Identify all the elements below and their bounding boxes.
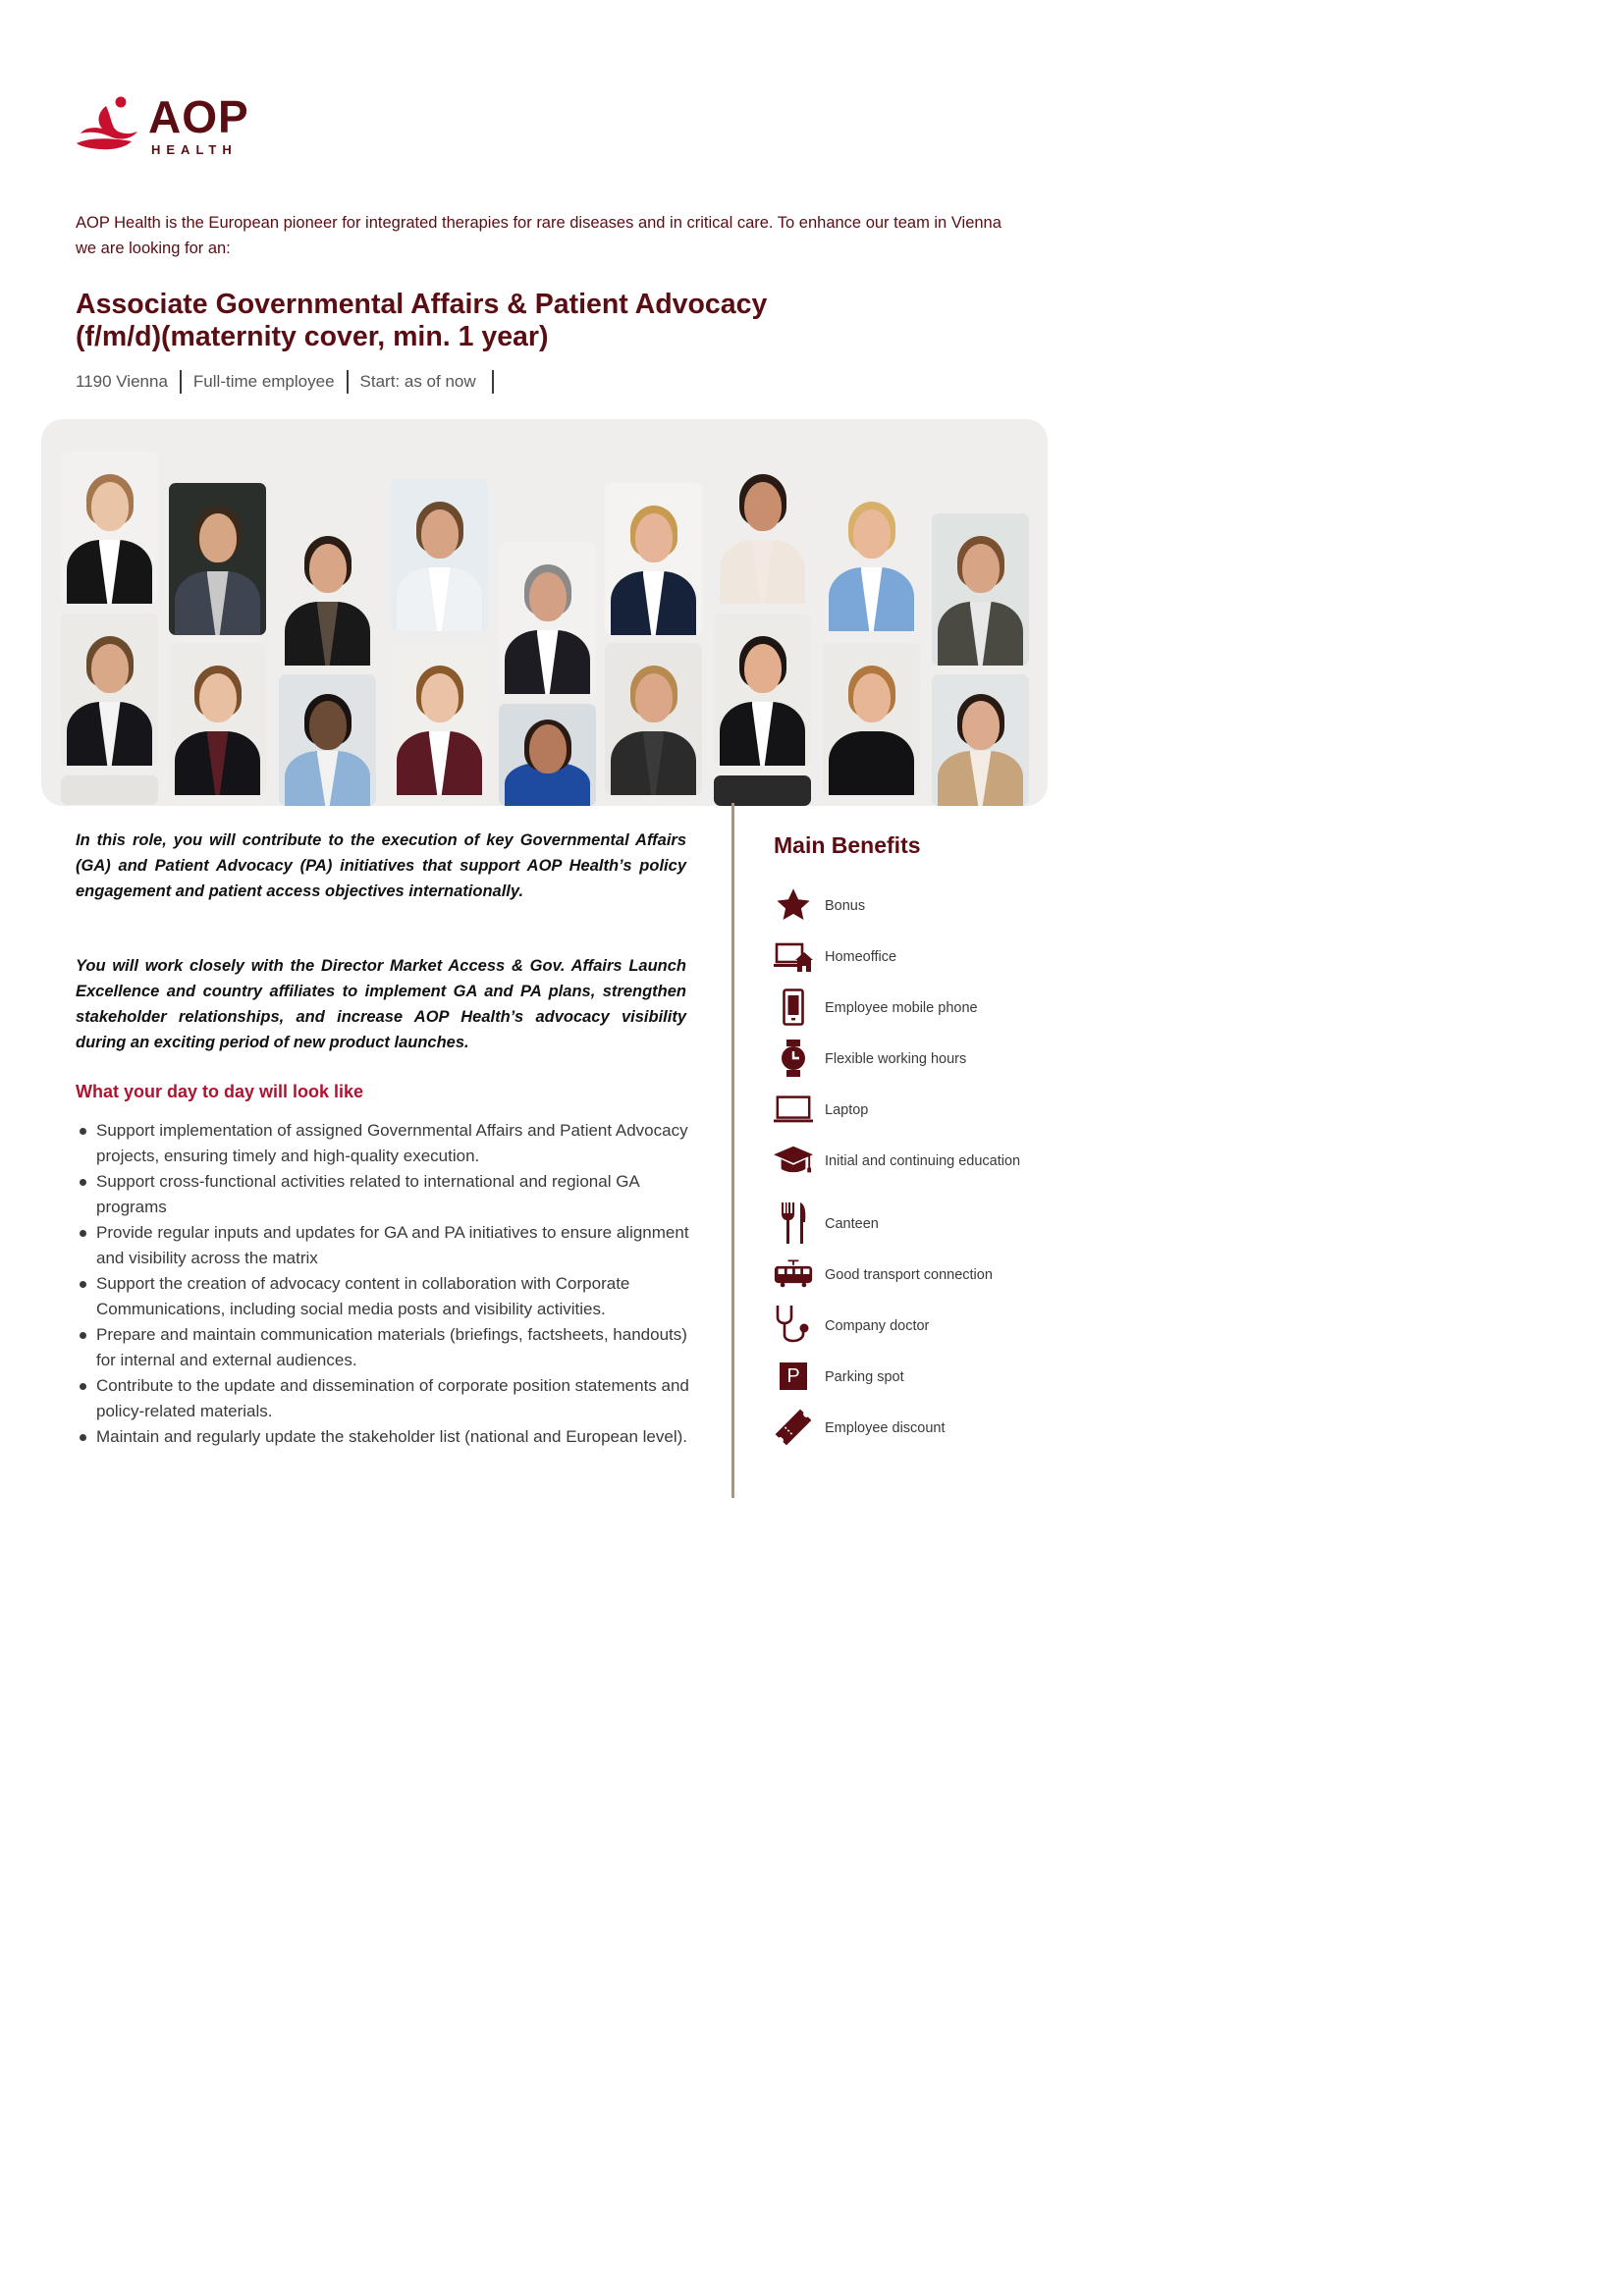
tram-icon — [774, 1255, 813, 1294]
watch-icon — [774, 1039, 813, 1078]
job-title-line2: (f/m/d)(maternity cover, min. 1 year) — [76, 321, 549, 352]
star-icon — [774, 885, 813, 925]
meta-separator — [347, 370, 349, 394]
job-title — [76, 289, 1018, 353]
employee-photo — [499, 542, 596, 694]
ticket-icon — [774, 1408, 813, 1447]
employee-photo — [61, 775, 158, 805]
employee-photo — [279, 513, 376, 666]
employee-photo — [714, 614, 811, 766]
benefit-bonus: Bonus — [774, 885, 1068, 925]
employee-photo — [932, 513, 1029, 666]
job-meta — [76, 369, 506, 395]
aop-health-logo — [75, 91, 271, 163]
employee-photo — [605, 483, 702, 635]
employee-photo — [169, 643, 266, 795]
meta-separator — [492, 370, 494, 394]
task-item: Contribute to the update and dissemination of corporate position statements and policy-related materials. — [76, 1373, 689, 1424]
job-title-line1: Associate Governmental Affairs & Patient Advocacy — [76, 289, 768, 320]
task-item: Prepare and maintain communication materials (briefings, factsheets, handouts) for internal and external audiences. — [76, 1322, 689, 1373]
employee-photo — [605, 643, 702, 795]
stethoscope-icon — [774, 1306, 813, 1345]
employee-photo — [391, 479, 488, 631]
lead-paragraph-2: You will work closely with the Director Market Access & Gov. Affairs Launch Excellence and country affiliates to implement GA and PA plans, strengthen stakeholder relationships, and increase AOP Health’s advocacy visibility during an exciting period of new product launches. — [76, 957, 686, 1051]
employee-photo — [61, 614, 158, 766]
tasks-heading: What your day to day will look like — [76, 1082, 364, 1101]
job-location: 1190 Vienna — [76, 372, 168, 391]
intro-text: AOP Health is the European pioneer for integrated therapies for rare diseases and in critical care. To enhance our team in Vienna we are looking for an: — [76, 214, 1001, 257]
job-employment-type: Full-time employee — [192, 372, 335, 391]
benefit-transport: Good transport connection — [774, 1255, 1068, 1294]
benefit-laptop: Laptop — [774, 1090, 1068, 1129]
graduation-cap-icon — [774, 1141, 813, 1180]
benefit-employee-discount: Employee discount — [774, 1408, 1068, 1447]
parking-glyph: P — [780, 1362, 807, 1390]
task-item: Support cross-functional activities related to international and regional GA programs — [76, 1169, 689, 1220]
employee-photo — [279, 674, 376, 806]
laptop-icon — [774, 1090, 813, 1129]
employee-photo — [823, 643, 920, 795]
home-office-icon — [774, 936, 813, 976]
task-item: Maintain and regularly update the stakeholder list (national and European level). — [76, 1424, 689, 1450]
cutlery-icon — [774, 1203, 813, 1243]
benefit-education: Initial and continuing education — [774, 1141, 1068, 1180]
job-start: Start: as of now — [359, 372, 476, 391]
employee-photo — [823, 479, 920, 631]
logo-mark-icon — [75, 96, 145, 157]
task-item: Provide regular inputs and updates for GA and PA initiatives to ensure alignment and visibility across the matrix — [76, 1220, 689, 1271]
employee-photo — [391, 643, 488, 795]
logo-subtitle: HEALTH — [151, 142, 238, 157]
employee-photo-gallery — [41, 419, 1048, 806]
employee-photo — [61, 452, 158, 604]
benefit-canteen: Canteen — [774, 1203, 1068, 1243]
benefit-flexible-hours: Flexible working hours — [774, 1039, 1068, 1078]
employee-photo — [169, 483, 266, 635]
task-item: Support the creation of advocacy content in collaboration with Corporate Communications, including social media posts and visibility activities. — [76, 1271, 689, 1322]
benefits-title: Main Benefits — [774, 832, 921, 858]
tasks-list — [76, 1118, 689, 1450]
logo-wordmark: AOP — [148, 91, 249, 142]
benefit-parking: P Parking spot — [774, 1357, 1068, 1396]
benefit-homeoffice: Homeoffice — [774, 936, 1068, 976]
mobile-phone-icon — [774, 988, 813, 1027]
task-item: Support implementation of assigned Governmental Affairs and Patient Advocacy projects, ensuring timely and high-quality execution. — [76, 1118, 689, 1169]
employee-photo — [714, 452, 811, 604]
employee-photo — [714, 775, 811, 806]
employee-photo — [499, 704, 596, 806]
column-divider — [731, 803, 734, 1498]
parking-icon — [774, 1357, 813, 1396]
meta-separator — [180, 370, 182, 394]
benefit-company-doctor: Company doctor — [774, 1306, 1068, 1345]
employee-photo — [932, 674, 1029, 806]
benefit-mobile-phone: Employee mobile phone — [774, 988, 1068, 1027]
lead-paragraph-1: In this role, you will contribute to the execution of key Governmental Affairs (GA) and Patient Advocacy (PA) initiatives that support AOP Health’s policy engagement and patient access objectives internationally. — [76, 831, 686, 900]
